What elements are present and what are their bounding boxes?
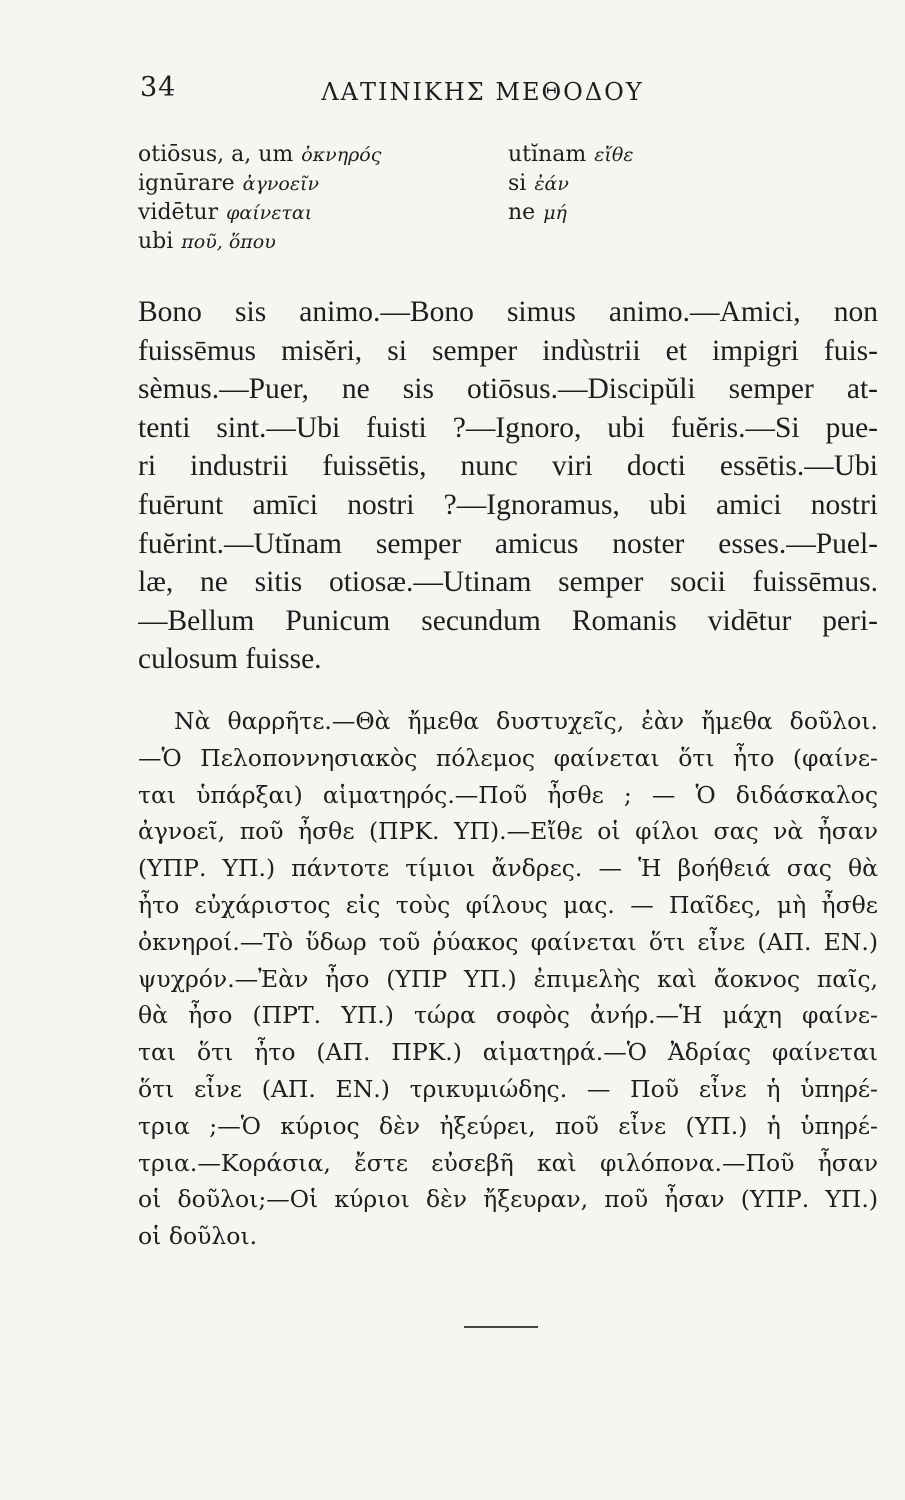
vocabulary-entry [138, 140, 468, 169]
page-number: 34 [140, 72, 177, 103]
vocabulary-list-left [138, 140, 468, 256]
greek-gloss: φαίνεται [226, 202, 313, 224]
text-line: culosum fuisse. [138, 643, 322, 676]
latin-word: ignūrare [138, 171, 235, 196]
vocabulary-list-right [508, 140, 768, 227]
text-line: —Bellum Punicum secundum Romanis vidētur peri- [138, 604, 878, 637]
text-line: οἱ δοῦλοι. [138, 1222, 258, 1251]
text-line: fuĕrint.—Utĭnam semper amicus noster esses.—Puel- [138, 527, 878, 560]
text-line: ται ὅτι ἦτο (ΑΠ. ΠΡΚ.) αἱματηρά.—Ὁ Ἀδρίας φαίνεται [138, 1038, 878, 1067]
greek-gloss: ἀγνοεῖν [242, 173, 320, 195]
latin-word: ne [508, 200, 536, 225]
vocabulary-entry [138, 227, 468, 256]
text-line: ται ὑπάρξαι) αἱματηρός.—Ποῦ ἦσθε ; — Ὁ διδάσκαλος [138, 780, 878, 809]
greek-gloss: μή [543, 202, 567, 224]
text-line: Bono sis animo.—Bono simus animo.—Amici, non [138, 296, 878, 328]
text-line: τρια ;—Ὁ κύριος δὲν ἠξεύρει, ποῦ εἶνε (ΥΠ.) ἡ ὑπηρέ- [138, 1111, 878, 1140]
latin-exercise-paragraph [138, 293, 878, 679]
latin-word: ubi [138, 229, 174, 254]
text-line: Νὰ θαρρῆτε.—Θὰ ἤμεθα δυστυχεῖς, ἐὰν ἤμεθα δοῦλοι. [174, 707, 878, 735]
running-title: ΛΑΤΙΝΙΚΗΣ ΜΕΘΟΔΟΥ [321, 78, 644, 106]
latin-word: utĭnam [508, 142, 587, 167]
text-line: ὅτι εἶνε (ΑΠ. ΕΝ.) τρικυμιώδης. — Ποῦ εἶνε ἡ ὑπηρέ- [138, 1074, 878, 1103]
latin-word: otiōsus, a, um [138, 142, 294, 167]
text-line: θὰ ἦσο (ΠΡΤ. ΥΠ.) τώρα σοφὸς ἀνήρ.—Ἡ μάχη φαίνε- [138, 1001, 878, 1030]
vocabulary-entry [508, 198, 768, 227]
vocabulary-entry [138, 169, 468, 198]
greek-gloss: ἐάν [534, 173, 569, 195]
greek-gloss: εἴθε [594, 144, 634, 166]
text-line: ψυχρόν.—Ἐὰν ἦσο (ΥΠΡ ΥΠ.) ἐπιμελὴς καὶ ἄοκνος παῖς, [138, 964, 878, 993]
text-line: ἦτο εὐχάριστος εἰς τοὺς φίλους μας. — Παῖδες, μὴ ἦσθε [138, 890, 878, 919]
text-line: ὀκνηροί.—Τὸ ὕδωρ τοῦ ῥύακος φαίνεται ὅτι εἶνε (ΑΠ. ΕΝ.) [138, 927, 878, 956]
text-line: fuissēmus misĕri, si semper indùstrii et impigri fuis- [138, 334, 878, 367]
section-end-rule [464, 1326, 538, 1328]
greek-gloss: ὀκνηρός [301, 144, 382, 166]
text-line: —Ὁ Πελοποννησιακὸς πόλεμος φαίνεται ὅτι ἦτο (φαίνε- [138, 743, 878, 772]
vocabulary-entry [508, 140, 768, 169]
text-line: læ, ne sitis otiosæ.—Utinam semper socii fuissēmus. [138, 566, 878, 599]
latin-word: vidētur [138, 200, 219, 225]
text-line: οἱ δοῦλοι;—Οἱ κύριοι δὲν ἤξευραν, ποῦ ἦσαν (ΥΠΡ. ΥΠ.) [138, 1185, 878, 1214]
vocabulary-entry [138, 198, 468, 227]
text-line: ἀγνοεῖ, ποῦ ἦσθε (ΠΡΚ. ΥΠ).—Εἴθε οἱ φίλοι σας νὰ ἦσαν [138, 817, 878, 846]
text-line: tenti sint.—Ubi fuisti ?—Ignoro, ubi fuĕris.—Si pue- [138, 411, 878, 444]
latin-word: si [508, 171, 527, 196]
text-line: sèmus.—Puer, ne sis otiōsus.—Discipŭli semper at- [138, 373, 878, 406]
text-line: τρια.—Κοράσια, ἔστε εὐσεβῆ καὶ φιλόπονα.—Ποῦ ἦσαν [138, 1148, 878, 1177]
text-line: (ΥΠΡ. ΥΠ.) πάντοτε τίμιοι ἄνδρες. — Ἡ βοήθειά σας θὰ [138, 854, 878, 883]
greek-exercise-paragraph [138, 703, 878, 1255]
text-line: fuērunt amīci nostri ?—Ignoramus, ubi amici nostri [138, 488, 878, 521]
vocabulary-entry [508, 169, 768, 198]
greek-gloss: ποῦ, ὅπου [181, 231, 276, 253]
text-line: ri industrii fuissētis, nunc viri docti essētis.—Ubi [138, 450, 878, 483]
